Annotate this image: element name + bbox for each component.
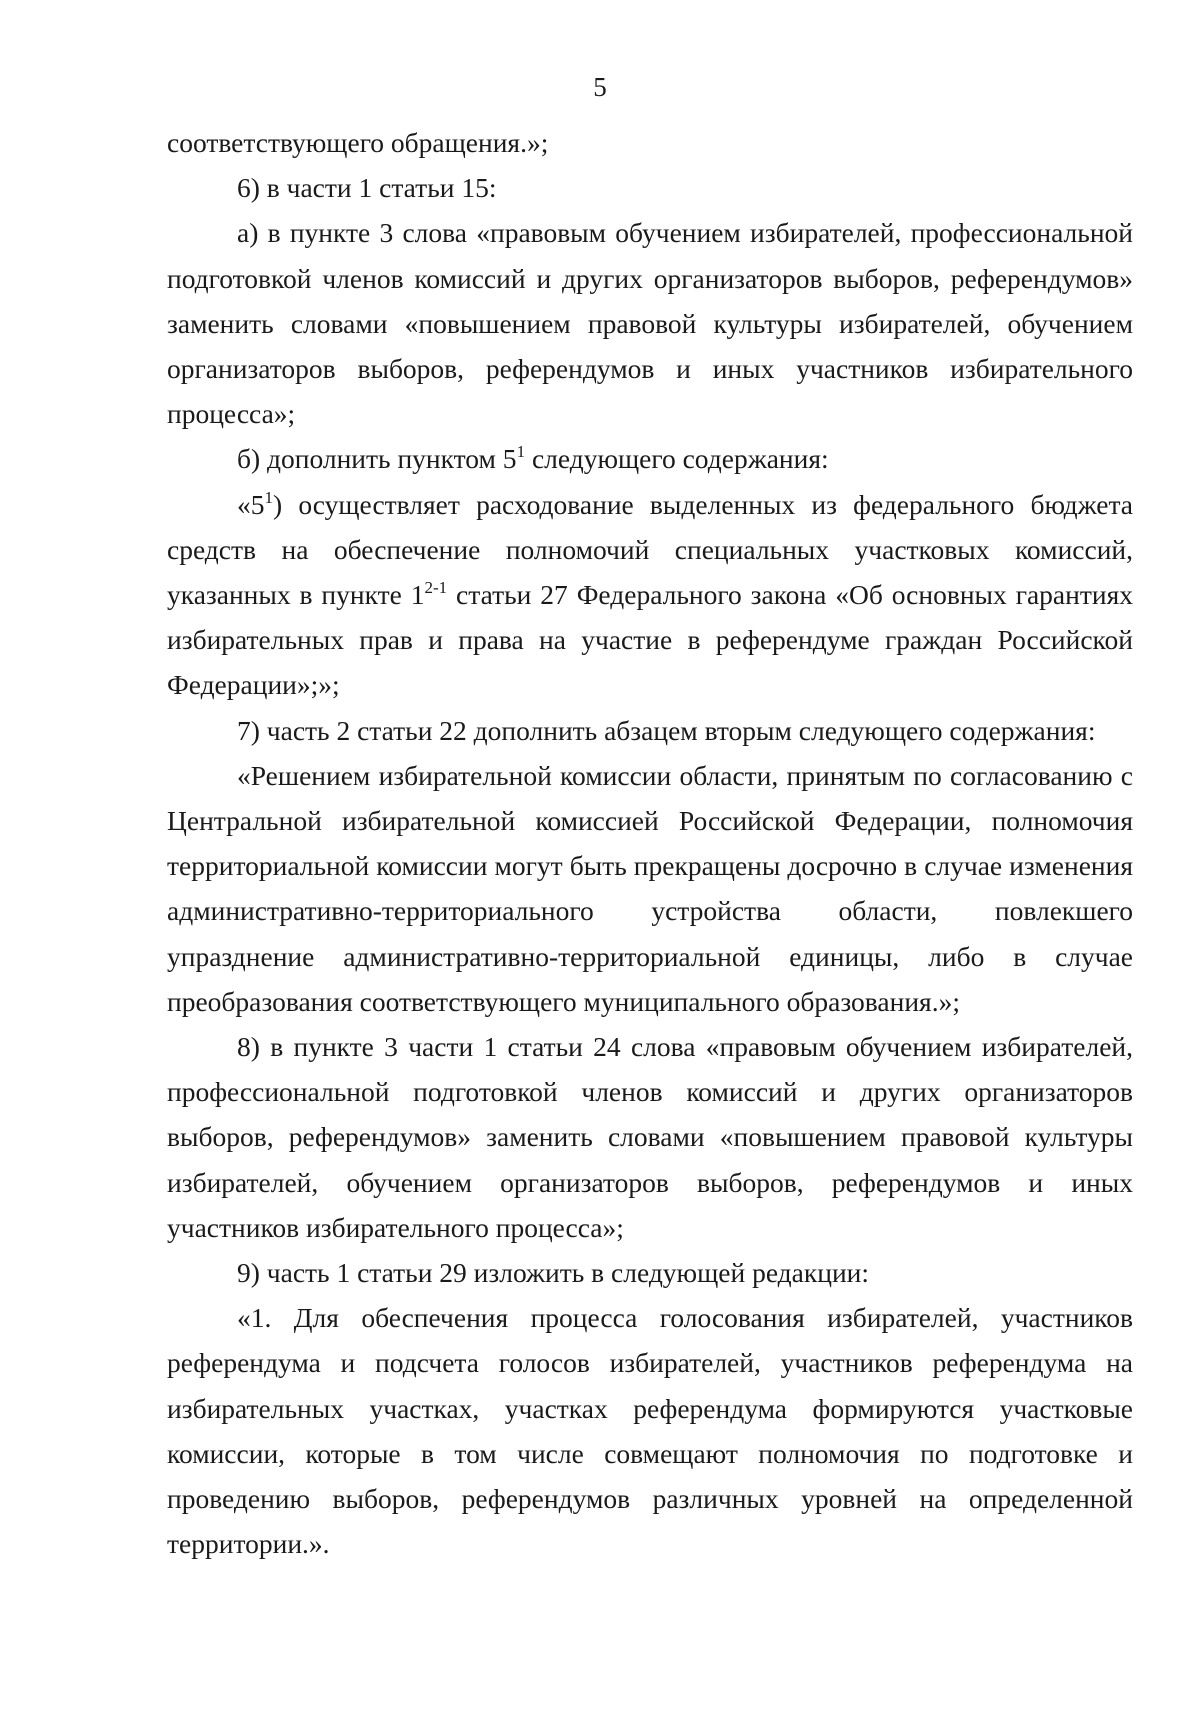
paragraph-item-8: 8) в пункте 3 части 1 статьи 24 слова «правовым обучением избирателей, профессиональной подготовкой членов комиссий и других организаторов выборов, референдумов» заменить словами «повышением правовой культуры избирателей, обучением организаторов выборов, референдумов и иных участников избирательного процесса»; — [167, 1031, 1133, 1243]
paragraph-item-7: 7) часть 2 статьи 22 дополнить абзацем вторым следующего содержания: — [237, 714, 1096, 746]
paragraph-item-6a: а) в пункте 3 слова «правовым обучением избирателей, профессиональной подготовкой членов комиссий и других организаторов выборов, референдумов» заменить словами «повышением правовой культуры избирателей, обучением организаторов выборов, референдумов и иных участников избирательного процесса»; — [167, 217, 1133, 430]
text-run: б) дополнить пунктом 5 — [237, 443, 517, 475]
paragraph-item-9: 9) часть 1 статьи 29 изложить в следующей редакции: — [237, 1257, 870, 1289]
paragraph-quote-part-1: «1. Для обеспечения процесса голосования избирателей, участников референдума и подсчета голосов избирателей, участников референдума на избирательных участках, участках референдума формируются участковые комиссии, которые в том числе совмещают полномочия по подготовке и проведению выборов, референдумов различных уровней на определенной территории.». — [167, 1302, 1133, 1560]
paragraph-continuation: соответствующего обращения.»; — [167, 127, 549, 158]
text-run: ) осуществляет расходование выделенных из федерального бюджета средств на обеспечение полномочий специальных участковых комиссий, указанных в пункте 1 — [167, 488, 1133, 611]
superscript: 2-1 — [424, 578, 448, 598]
document-body — [167, 120, 1133, 1567]
paragraph-item-6: 6) в части 1 статьи 15: — [237, 172, 497, 204]
text-run: следующего содержания: — [525, 443, 829, 475]
text-run: статьи 27 Федерального закона «Об основных гарантиях избирательных прав и права на участие в референдуме граждан Российской Федерации»;»; — [167, 579, 1133, 701]
text-run: «5 — [237, 488, 265, 520]
superscript: 1 — [516, 442, 526, 462]
paragraph-quote-decision: «Решением избирательной комиссии области, принятым по согласованию с Центральной избирательной комиссией Российской Федерации, полномочия территориальной комиссии могут быть прекращены досрочно в случае изменения административно-территориального устройства области, повлекшего упразднение административно-территориальной единицы, либо в случае преобразования соответствующего муниципального образования.»; — [167, 759, 1133, 1017]
superscript: 1 — [264, 487, 273, 507]
page-number: 5 — [593, 72, 607, 102]
paragraph-quote-5-1 — [167, 482, 1133, 708]
paragraph-item-6b — [167, 436, 1133, 481]
